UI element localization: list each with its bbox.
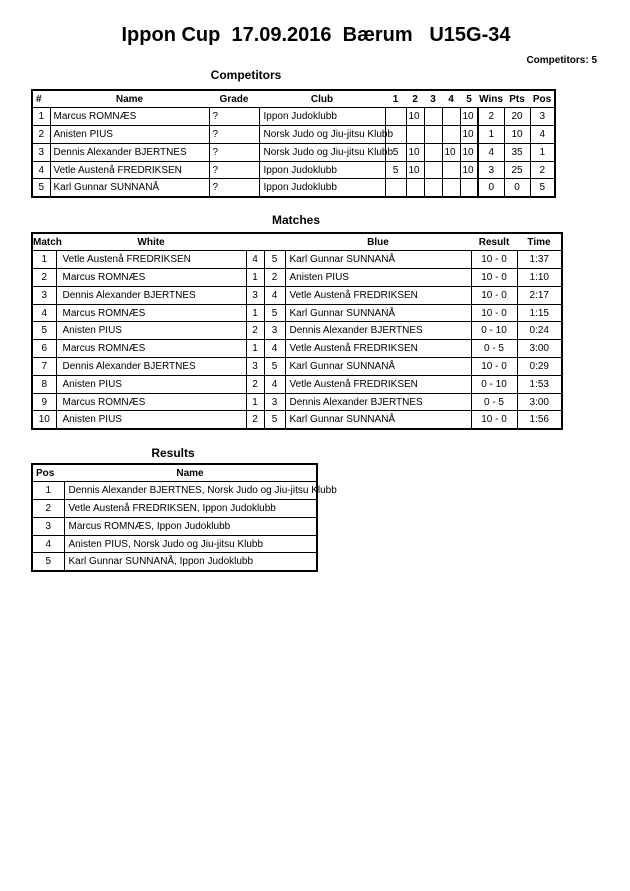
match-white-number: 4 [246,251,264,269]
result-name: Karl Gunnar SUNNANÅ, Ippon Judoklubb [64,553,317,571]
competitor-wins: 1 [478,126,504,144]
match-white-name: Vetle Austenå FREDRIKSEN [56,251,246,269]
competitor-number: 1 [32,108,50,126]
competitors-count: Competitors: 5 [526,55,597,66]
competitor-grade: ? [209,161,259,179]
competitor-score-vs-5: 10 [460,108,478,126]
match-blue-number: 4 [264,286,285,304]
match-time: 1:15 [517,304,562,322]
competitor-score-vs-3 [424,179,442,197]
competitor-name: Marcus ROMNÆS [50,108,209,126]
competitor-score-vs-5 [460,179,478,197]
match-time: 1:37 [517,251,562,269]
competitor-name: Dennis Alexander BJERTNES [50,143,209,161]
competitor-score-vs-2: 10 [406,143,424,161]
competitor-wins: 0 [478,179,504,197]
match-time: 3:00 [517,340,562,358]
competitor-score-vs-5: 10 [460,161,478,179]
match-blue-name: Dennis Alexander BJERTNES [285,322,471,340]
match-number: 1 [32,251,56,269]
match-number: 5 [32,322,56,340]
match-blue-name: Vetle Austenå FREDRIKSEN [285,375,471,393]
competitor-number: 5 [32,179,50,197]
col-header-match: Match [32,233,56,251]
competitor-score-vs-2: 10 [406,108,424,126]
competitor-score-vs-5: 10 [460,126,478,144]
competitor-row [32,161,555,179]
match-white-number: 1 [246,393,264,411]
match-white-number: 1 [246,269,264,287]
match-white-number: 2 [246,375,264,393]
match-time: 3:00 [517,393,562,411]
competitor-row [32,126,555,144]
match-result: 10 - 0 [471,411,517,429]
match-blue-number: 5 [264,251,285,269]
competitor-grade: ? [209,126,259,144]
match-result: 10 - 0 [471,286,517,304]
matches-header-row [32,233,562,251]
competitor-club: Ippon Judoklubb [259,179,385,197]
match-result: 10 - 0 [471,251,517,269]
competitor-club: Ippon Judoklubb [259,161,385,179]
match-row [32,358,562,376]
match-white-name: Dennis Alexander BJERTNES [56,286,246,304]
result-position: 5 [32,553,64,571]
competitor-score-vs-1: 5 [385,143,406,161]
match-time: 1:10 [517,269,562,287]
results-header-row [32,464,317,482]
col-header-r1: 1 [385,90,406,108]
competitor-position: 3 [530,108,555,126]
match-white-name: Anisten PIUS [56,375,246,393]
match-white-name: Dennis Alexander BJERTNES [56,358,246,376]
competitor-name: Vetle Austenå FREDRIKSEN [50,161,209,179]
col-header-r2: 2 [406,90,424,108]
competitor-score-vs-2: 10 [406,161,424,179]
competitor-score-vs-4 [442,179,460,197]
match-result: 0 - 5 [471,340,517,358]
competitor-club: Norsk Judo og Jiu-jitsu Klubb [259,143,385,161]
match-blue-name: Karl Gunnar SUNNANÅ [285,411,471,429]
match-white-number: 2 [246,411,264,429]
col-header-r5: 5 [460,90,478,108]
competitor-wins: 3 [478,161,504,179]
competitor-score-vs-5: 10 [460,143,478,161]
match-row [32,340,562,358]
col-header-result-name: Name [64,464,317,482]
competitor-score-vs-4 [442,108,460,126]
col-header-r3: 3 [424,90,442,108]
result-position: 3 [32,517,64,535]
match-result: 0 - 5 [471,393,517,411]
competitor-score-vs-3 [424,126,442,144]
col-header-grade: Grade [209,90,259,108]
match-white-number: 1 [246,304,264,322]
match-row [32,286,562,304]
match-white-number: 1 [246,340,264,358]
competitor-position: 1 [530,143,555,161]
match-blue-name: Vetle Austenå FREDRIKSEN [285,286,471,304]
match-result: 0 - 10 [471,322,517,340]
match-result: 10 - 0 [471,358,517,376]
match-result: 10 - 0 [471,269,517,287]
match-number: 6 [32,340,56,358]
match-blue-name: Karl Gunnar SUNNANÅ [285,251,471,269]
col-header-pts: Pts [504,90,530,108]
col-header-result: Result [471,233,517,251]
competitor-position: 5 [530,179,555,197]
competitor-points: 25 [504,161,530,179]
col-header-pos: Pos [530,90,555,108]
competitor-score-vs-3 [424,143,442,161]
result-name: Vetle Austenå FREDRIKSEN, Ippon Judoklubb [64,500,317,518]
competitor-row [32,108,555,126]
col-header-white-num [246,233,264,251]
competitor-club: Norsk Judo og Jiu-jitsu Klubb [259,126,385,144]
competitor-wins: 2 [478,108,504,126]
competitor-number: 4 [32,161,50,179]
match-row [32,393,562,411]
competitor-score-vs-4 [442,161,460,179]
result-name: Dennis Alexander BJERTNES, Norsk Judo og Jiu-jitsu Klubb [64,482,317,500]
competitor-points: 10 [504,126,530,144]
results-section-title: Results [151,446,195,460]
competitor-row [32,143,555,161]
competitor-score-vs-3 [424,161,442,179]
match-blue-number: 5 [264,358,285,376]
match-row [32,304,562,322]
competitor-score-vs-1 [385,108,406,126]
result-position: 4 [32,535,64,553]
match-white-name: Anisten PIUS [56,322,246,340]
match-blue-number: 5 [264,304,285,322]
competitor-score-vs-4: 10 [442,143,460,161]
match-blue-name: Karl Gunnar SUNNANÅ [285,358,471,376]
match-white-number: 3 [246,286,264,304]
competitor-grade: ? [209,108,259,126]
match-number: 9 [32,393,56,411]
result-row [32,535,317,553]
competitor-points: 35 [504,143,530,161]
match-blue-number: 5 [264,411,285,429]
col-header-blue: Blue [285,233,471,251]
competitor-wins: 4 [478,143,504,161]
match-blue-number: 4 [264,375,285,393]
match-blue-number: 3 [264,393,285,411]
result-row [32,553,317,571]
result-row [32,482,317,500]
col-header-blue-num [264,233,285,251]
competitor-score-vs-2 [406,126,424,144]
competitor-score-vs-1: 5 [385,161,406,179]
match-time: 0:24 [517,322,562,340]
competitor-club: Ippon Judoklubb [259,108,385,126]
result-row [32,500,317,518]
match-number: 8 [32,375,56,393]
competitor-number: 2 [32,126,50,144]
match-white-name: Marcus ROMNÆS [56,304,246,322]
competitors-header-row [32,90,555,108]
competitor-name: Karl Gunnar SUNNANÅ [50,179,209,197]
col-header-result-pos: Pos [32,464,64,482]
matches-section-title: Matches [271,213,321,227]
match-blue-name: Anisten PIUS [285,269,471,287]
match-row [32,411,562,429]
col-header-name: Name [50,90,209,108]
match-time: 0:29 [517,358,562,376]
match-row [32,269,562,287]
competitor-score-vs-4 [442,126,460,144]
match-white-name: Marcus ROMNÆS [56,340,246,358]
match-white-number: 3 [246,358,264,376]
competitor-grade: ? [209,143,259,161]
match-blue-name: Karl Gunnar SUNNANÅ [285,304,471,322]
competitor-points: 20 [504,108,530,126]
competitor-grade: ? [209,179,259,197]
competitors-table [31,89,556,198]
col-header-club: Club [259,90,385,108]
competitor-row [32,179,555,197]
match-row [32,251,562,269]
competitor-name: Anisten PIUS [50,126,209,144]
col-header-time: Time [517,233,562,251]
match-blue-name: Dennis Alexander BJERTNES [285,393,471,411]
matches-table [31,232,563,430]
match-blue-number: 2 [264,269,285,287]
match-blue-name: Vetle Austenå FREDRIKSEN [285,340,471,358]
col-header-num: # [32,90,50,108]
competitor-points: 0 [504,179,530,197]
competitor-score-vs-2 [406,179,424,197]
match-time: 1:53 [517,375,562,393]
page-title: Ippon Cup 17.09.2016 Bærum U15G-34 [121,24,511,46]
match-white-name: Marcus ROMNÆS [56,269,246,287]
competitors-section-title: Competitors [210,68,282,82]
col-header-white: White [56,233,246,251]
col-header-wins: Wins [478,90,504,108]
result-position: 2 [32,500,64,518]
results-table [31,463,337,572]
match-result: 0 - 10 [471,375,517,393]
competitor-number: 3 [32,143,50,161]
match-white-number: 2 [246,322,264,340]
match-time: 2:17 [517,286,562,304]
match-row [32,375,562,393]
match-blue-number: 3 [264,322,285,340]
result-name: Marcus ROMNÆS, Ippon Judoklubb [64,517,317,535]
competitor-position: 2 [530,161,555,179]
result-name: Anisten PIUS, Norsk Judo og Jiu-jitsu Klubb [64,535,317,553]
col-header-r4: 4 [442,90,460,108]
match-number: 10 [32,411,56,429]
result-row [32,517,317,535]
match-number: 2 [32,269,56,287]
match-blue-number: 4 [264,340,285,358]
match-number: 7 [32,358,56,376]
match-white-name: Marcus ROMNÆS [56,393,246,411]
result-position: 1 [32,482,64,500]
competitor-score-vs-1 [385,179,406,197]
match-white-name: Anisten PIUS [56,411,246,429]
match-number: 4 [32,304,56,322]
competitor-score-vs-3 [424,108,442,126]
match-number: 3 [32,286,56,304]
match-time: 1:56 [517,411,562,429]
match-row [32,322,562,340]
match-result: 10 - 0 [471,304,517,322]
competitor-position: 4 [530,126,555,144]
